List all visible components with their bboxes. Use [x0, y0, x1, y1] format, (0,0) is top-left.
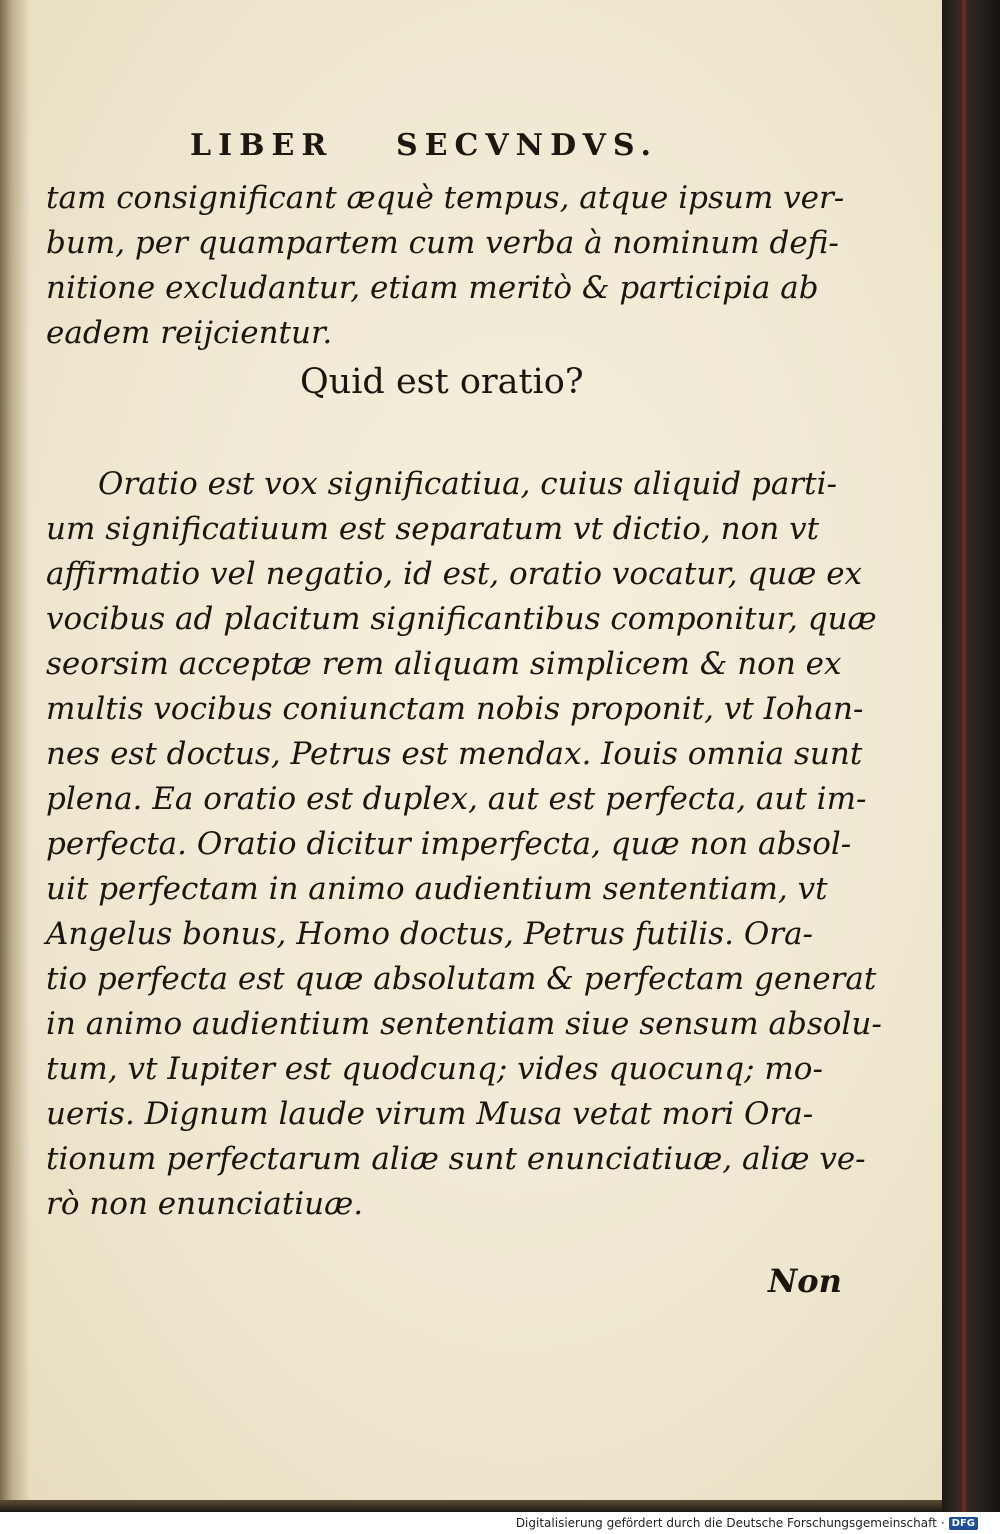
text-line: tionum perfectarum aliæ sunt enunciatiuæ, aliæ ve- — [46, 1141, 866, 1177]
running-head-right: SECVNDVS. — [396, 128, 658, 163]
credit-text: Digitalisierung gefördert durch die Deutsche Forschungsgemeinschaft — [515, 1516, 937, 1530]
text-line: seorsim acceptæ rem aliquam simplicem & non ex — [46, 646, 842, 682]
text-line: perfecta. Oratio dicitur imperfecta, quæ non absol- — [46, 826, 852, 862]
text-line: uit perfectam in animo audientium sententiam, vt — [46, 871, 828, 907]
text-line: bum, per quampartem cum verba à nominum defi- — [46, 225, 839, 261]
text-line: Angelus bonus, Homo doctus, Petrus futilis. Ora- — [46, 916, 814, 952]
text-line: um significatiuum est separatum vt dictio, non vt — [46, 511, 820, 547]
text-line: plena. Ea oratio est duplex, aut est perfecta, aut im- — [46, 781, 867, 817]
text-line: eadem reijcientur. — [46, 315, 333, 351]
digitization-credit — [516, 1516, 978, 1530]
text-line: Oratio est vox significatiua, cuius aliquid parti- — [98, 466, 837, 502]
page-bottom-edge — [0, 1500, 942, 1512]
text-line: tum, vt Iupiter est quodcunq; vides quocunq; mo- — [46, 1051, 823, 1087]
text-line: nitione excludantur, etiam meritò & participia ab — [46, 270, 819, 306]
text-line: in animo audientium sententiam siue sensum absolu- — [46, 1006, 882, 1042]
book-spine — [942, 0, 1000, 1512]
text-line: tio perfecta est quæ absolutam & perfectam generat — [46, 961, 877, 997]
text-line: rò non enunciatiuæ. — [46, 1186, 364, 1222]
credit-separator: · — [940, 1516, 945, 1530]
text-line: multis vocibus coniunctam nobis proponit, vt Iohan- — [46, 691, 864, 727]
running-head-left: LIBER — [190, 128, 334, 163]
text-line: ueris. Dignum laude virum Musa vetat mori Ora- — [46, 1096, 814, 1132]
spine-binding-strip — [962, 0, 966, 1512]
text-line: vocibus ad placitum significantibus componitur, quæ — [46, 601, 877, 637]
section-heading: Quid est oratio? — [300, 362, 584, 402]
running-head — [190, 128, 670, 172]
text-line: tam consignificant æquè tempus, atque ipsum ver- — [46, 180, 845, 216]
text-line: nes est doctus, Petrus est mendax. Iouis omnia sunt — [46, 736, 863, 772]
text-line: affirmatio vel negatio, id est, oratio vocatur, quæ ex — [46, 556, 863, 592]
page-gutter-shadow — [0, 0, 30, 1500]
catchword: Non — [768, 1262, 842, 1300]
dfg-logo-icon: DFG — [949, 1517, 978, 1530]
